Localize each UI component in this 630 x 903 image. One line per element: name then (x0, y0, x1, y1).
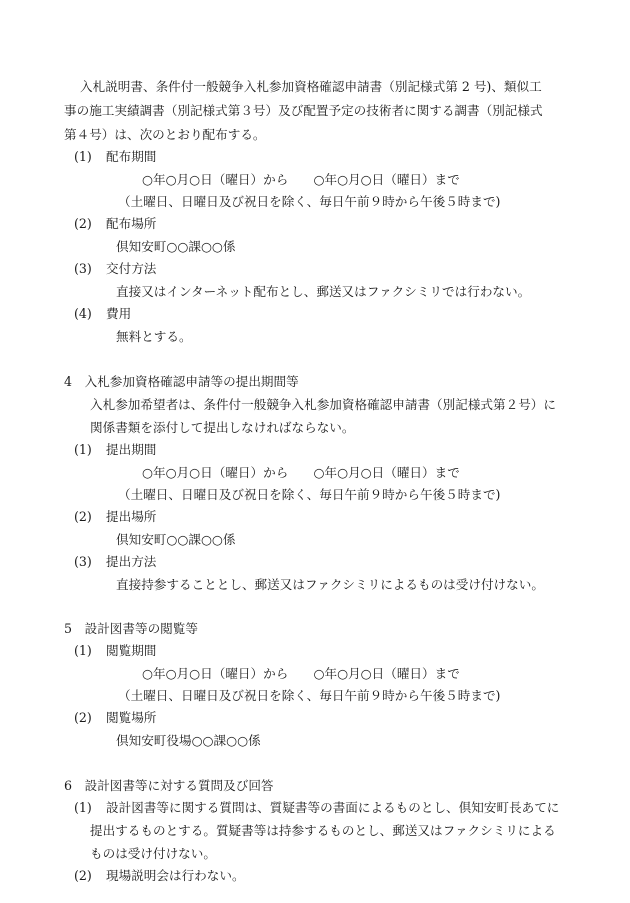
intro-line-1: 入札説明書、条件付一般競争入札参加資格確認申請書（別記様式第 2 号)、類似工 (80, 79, 542, 94)
item-number: (2) (74, 868, 92, 883)
submission-period-label: 提出期間 (106, 442, 157, 457)
viewing-period-note: （土曜日、日曜日及び祝日を除く、毎日午前９時から午後５時まで) (118, 688, 501, 703)
distribution-fee-label: 費用 (106, 306, 132, 321)
distribution-period-label: 配布期間 (106, 149, 157, 164)
submission-place-label: 提出場所 (106, 509, 157, 524)
intro-line-2: 事の施工実績調書（別記様式第３号）及び配置予定の技術者に関する調書（別記様式 (64, 103, 543, 118)
distribution-period-dates: ○年○月○日（曜日）から ○年○月○日（曜日）まで (142, 172, 460, 187)
item-number: (1) (74, 643, 92, 658)
questions-line-1: 設計図書等に関する質問は、質疑書等の書面によるものとし、倶知安町長あてに (106, 800, 560, 815)
questions-line-3: ものは受け付けない。 (90, 846, 216, 861)
submission-method-label: 提出方法 (106, 554, 157, 569)
section-4-para-line-2: 関係書類を添付して提出しなければならない。 (90, 420, 355, 435)
submission-method-value: 直接持参することとし、郵送又はファクシミリによるものは受け付けない。 (116, 577, 544, 592)
item-number: (1) (74, 800, 92, 815)
viewing-period-dates: ○年○月○日（曜日）から ○年○月○日（曜日）まで (142, 666, 460, 681)
item-number: (1) (74, 149, 92, 164)
section-4-heading: 4 入札参加資格確認申請等の提出期間等 (64, 374, 299, 389)
questions-line-2: 提出するものとする。質疑書等は持参するものとし、郵送又はファクシミリによる (90, 823, 556, 838)
distribution-place-value: 倶知安町○○課○○係 (116, 239, 236, 254)
item-number: (3) (74, 261, 92, 276)
viewing-place-label: 閲覧場所 (106, 710, 157, 725)
item-number: (2) (74, 509, 92, 524)
viewing-place-value: 倶知安町役場○○課○○係 (116, 733, 261, 748)
submission-period-note: （土曜日、日曜日及び祝日を除く、毎日午前９時から午後５時まで) (118, 487, 501, 502)
intro-line-3: 第４号）は、次のとおり配布する。 (64, 127, 266, 142)
distribution-period-note: （土曜日、日曜日及び祝日を除く、毎日午前９時から午後５時まで) (118, 194, 501, 209)
distribution-fee-value: 無料とする。 (116, 329, 192, 344)
submission-place-value: 倶知安町○○課○○係 (116, 532, 236, 547)
item-number: (1) (74, 442, 92, 457)
item-number: (3) (74, 554, 92, 569)
distribution-place-label: 配布場所 (106, 216, 157, 231)
item-number: (4) (74, 306, 92, 321)
section-4-para-line-1: 入札参加希望者は、条件付一般競争入札参加資格確認申請書（別記様式第２号）に (90, 397, 556, 412)
item-number: (2) (74, 216, 92, 231)
viewing-period-label: 閲覧期間 (106, 643, 157, 658)
submission-period-dates: ○年○月○日（曜日）から ○年○月○日（曜日）まで (142, 465, 460, 480)
item-number: (2) (74, 710, 92, 725)
section-5-heading: 5 設計図書等の閲覧等 (64, 621, 198, 636)
distribution-method-label: 交付方法 (106, 261, 157, 276)
site-briefing-text: 現場説明会は行わない。 (106, 868, 245, 883)
section-6-heading: 6 設計図書等に対する質問及び回答 (64, 778, 274, 793)
distribution-method-value: 直接又はインターネット配布とし、郵送又はファクシミリでは行わない。 (116, 284, 531, 299)
